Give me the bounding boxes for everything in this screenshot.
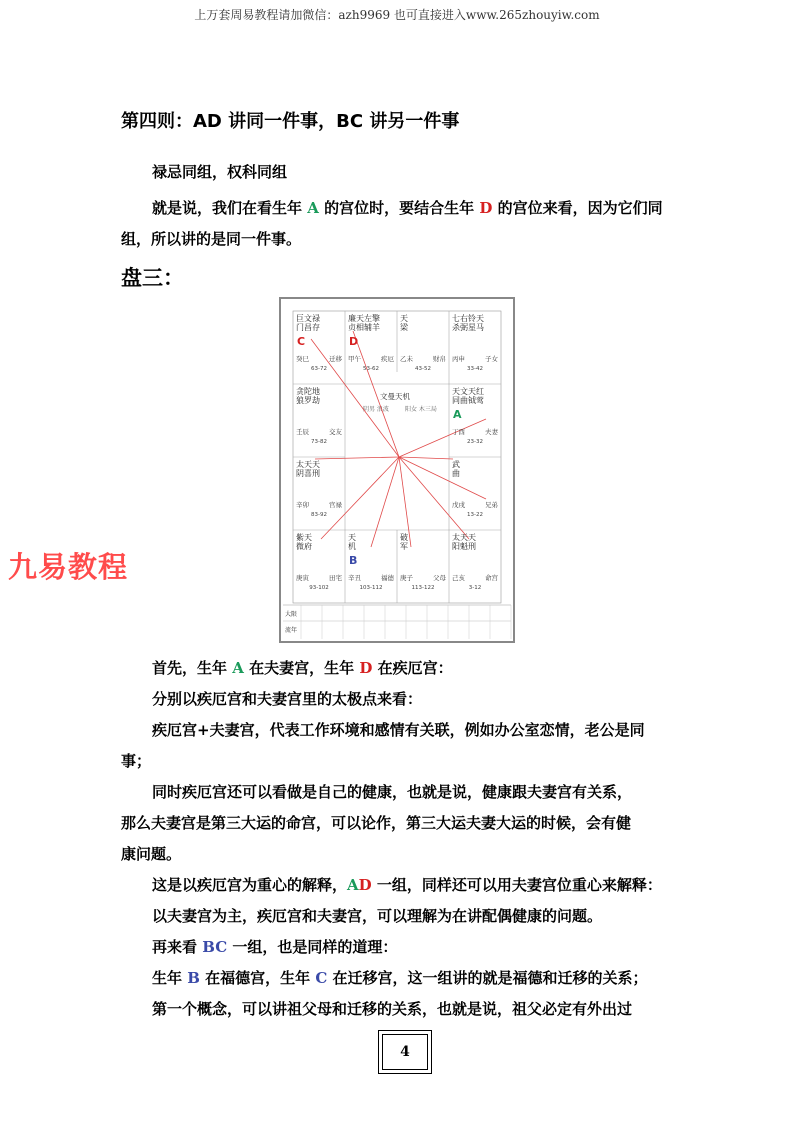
palace-range: 73-82: [311, 439, 327, 445]
palace-stars: 杀弼星马: [452, 323, 484, 332]
chart-palace-cell: [348, 533, 395, 591]
palace-name: 夫妻: [485, 428, 498, 436]
chart-palace-cell: [296, 313, 343, 372]
palace-branch: 庚子: [400, 574, 413, 582]
body-line-3b: 事；: [121, 752, 152, 770]
palace-range: 33-42: [467, 366, 483, 372]
palace-stars: 廉天左擎: [348, 314, 380, 323]
body-text: 在夫妻宫，生年: [243, 659, 360, 677]
palace-stars: 天: [400, 314, 408, 323]
palace-name: 交友: [329, 428, 342, 436]
palace-branch: 癸巳: [296, 355, 309, 363]
body-text: 再来看: [152, 938, 203, 956]
body-line-2: 分别以疾厄宫和夫妻宫里的太极点来看：: [152, 690, 423, 708]
letter-b: B: [187, 969, 200, 987]
palace-letter: A: [453, 408, 462, 421]
palace-name: 兄弟: [485, 501, 498, 509]
letter-d: D: [359, 659, 373, 677]
body-text: 在福德宫，生年: [199, 969, 316, 987]
chart-palace-cell: [452, 386, 499, 445]
palace-stars: 微府: [296, 542, 312, 551]
chart-arrow: [399, 457, 453, 459]
body-text: 在疾厄宫：: [372, 659, 453, 677]
body-line-4c: 康问题。: [121, 845, 182, 863]
intro-text-2: 的宫位时，要结合生年: [318, 199, 480, 217]
palace-range: 83-92: [311, 512, 327, 518]
palace-stars: 天: [348, 533, 356, 542]
palace-range: 53-62: [363, 366, 379, 372]
palace-name: 财帛: [433, 355, 446, 363]
palace-range: 93-102: [309, 585, 329, 591]
chart-palace-cell: [348, 313, 395, 372]
letter-a: A: [232, 659, 244, 677]
palace-name: 子女: [485, 355, 498, 363]
chart-arrow: [399, 419, 486, 457]
letter-d: D: [479, 199, 493, 217]
body-text: 一组，也是同样的道理：: [227, 938, 398, 956]
watermark-logo: 九易教程: [8, 550, 129, 584]
chart-palace-cell: [452, 459, 499, 518]
body-line-3: 疾厄宫+夫妻宫，代表工作环境和感情有关联，例如办公室恋情，老公是同: [152, 721, 645, 739]
ziwei-chart-svg: [281, 299, 513, 641]
palace-name: 疾厄: [381, 355, 394, 363]
chart-palace-cell: [296, 386, 343, 445]
palace-branch: 丁酉: [452, 428, 465, 436]
body-text: 在迁移宫，这一组讲的就是福德和迁移的关系；: [327, 969, 648, 987]
body-text: 首先，生年: [152, 659, 233, 677]
palace-name: 命宫: [485, 574, 498, 582]
palace-branch: 甲午: [348, 355, 361, 363]
chart-center-line2: 阳女 木三局: [405, 406, 437, 413]
ziwei-chart: [279, 297, 515, 643]
palace-stars: 贞相辅羊: [348, 323, 380, 332]
palace-stars: 阳魁刑: [452, 542, 476, 551]
palace-stars: 军: [400, 542, 408, 551]
palace-branch: 壬辰: [296, 428, 309, 436]
chart-arrow: [321, 457, 399, 539]
palace-stars: 七右铃天: [452, 314, 484, 323]
chart-palace-cell: [452, 313, 499, 372]
palace-branch: 乙未: [400, 355, 413, 363]
page-header: 上万套周易教程请加微信：azh9969 也可直接进入www.265zhouyiw.com: [194, 8, 600, 22]
palace-branch: 己亥: [452, 574, 465, 582]
palace-stars: 巨文禄: [296, 314, 320, 323]
palace-stars: 机: [348, 542, 356, 551]
chart-center-line1: 阴男 浪波: [363, 406, 389, 413]
chart-arrow: [399, 457, 486, 499]
chart-palace-cell: [400, 314, 446, 372]
palace-stars: 破: [400, 533, 408, 542]
chart-heading: 盘三：: [121, 266, 184, 290]
palace-stars: 武: [452, 460, 460, 469]
chart-arrow: [371, 457, 399, 547]
page-number-box: [378, 1030, 432, 1074]
palace-letter: D: [349, 335, 359, 348]
letter-a: A: [307, 199, 319, 217]
intro-text-3: 的宫位来看，因为它们同组，所以讲的是同一件事。: [121, 199, 663, 248]
section-title: 第四则：AD 讲同一件事，BC 讲另一件事: [121, 111, 460, 132]
bottom-row2-label: 流年: [285, 627, 298, 634]
palace-letter: B: [349, 554, 358, 567]
body-line-4: 同时疾厄宫还可以看做是自己的健康，也就是说，健康跟夫妻宫有关系，: [152, 783, 633, 801]
body-line-5: [152, 874, 662, 895]
palace-range: 43-52: [415, 366, 431, 372]
palace-stars: 曲: [452, 469, 460, 478]
chart-palace-cell: [452, 532, 499, 591]
palace-stars: 紫天: [296, 533, 312, 542]
palace-name: 福德: [381, 574, 394, 582]
palace-branch: 辛丑: [348, 574, 361, 582]
palace-branch: 辛卯: [296, 501, 309, 509]
body-line-4b: 那么夫妻宫是第三大运的命宫，可以论作，第三大运夫妻大运的时候，会有健: [121, 814, 632, 832]
body-line-8: [152, 967, 648, 988]
body-text: 生年: [152, 969, 188, 987]
palace-range: 13-22: [467, 512, 483, 518]
palace-stars: 门昌存: [296, 323, 320, 332]
palace-stars: 同曲钺莺: [452, 396, 484, 405]
intro-paragraph: [121, 193, 681, 255]
letter-a: A: [347, 876, 359, 894]
page-number: 4: [382, 1034, 428, 1070]
palace-stars: 太天天: [452, 533, 476, 542]
chart-palace-cell: [296, 459, 343, 518]
letters-bc: BC: [202, 938, 228, 956]
palace-stars: 天文天红: [452, 387, 484, 396]
palace-range: 23-32: [467, 439, 483, 445]
chart-palace-cell: [400, 532, 447, 591]
bottom-row1-label: 大限: [285, 611, 298, 618]
palace-range: 63-72: [311, 366, 327, 372]
letter-c: C: [315, 969, 328, 987]
section-subtitle: 禄忌同组，权科同组: [152, 163, 288, 181]
intro-text-1: 就是说，我们在看生年: [152, 199, 308, 217]
palace-stars: 阴喜刑: [296, 469, 320, 478]
palace-name: 迁移: [329, 355, 342, 363]
body-text: 一组，同样还可以用夫妻宫位重心来解释：: [371, 876, 662, 894]
palace-range: 113-122: [411, 585, 435, 591]
palace-name: 官禄: [329, 501, 342, 509]
palace-branch: 丙申: [452, 355, 465, 363]
palace-stars: 狼罗劫: [296, 396, 320, 405]
palace-stars: 太天天: [296, 460, 320, 469]
palace-branch: 庚寅: [296, 574, 309, 582]
palace-range: 3-12: [468, 585, 482, 591]
chart-palace-cell: [296, 532, 343, 591]
palace-range: 103-112: [359, 585, 383, 591]
body-line-9: 第一个概念，可以讲祖父母和迁移的关系，也就是说，祖父必定有外出过: [152, 1000, 633, 1018]
body-line-1: [152, 657, 453, 678]
body-line-7: [152, 936, 397, 957]
palace-stars: 贪陀地: [296, 387, 320, 396]
body-line-6: 以夫妻宫为主，疾厄宫和夫妻宫，可以理解为在讲配偶健康的问题。: [152, 907, 603, 925]
palace-name: 父母: [433, 574, 446, 582]
palace-name: 田宅: [329, 574, 342, 582]
body-text: 这是以疾厄宫为重心的解释，: [152, 876, 348, 894]
palace-letter: C: [297, 335, 306, 348]
letter-d: D: [358, 876, 372, 894]
palace-branch: 戊戌: [452, 501, 465, 509]
palace-stars: 梁: [400, 323, 408, 332]
chart-center-title: 文曼天机: [380, 392, 410, 401]
